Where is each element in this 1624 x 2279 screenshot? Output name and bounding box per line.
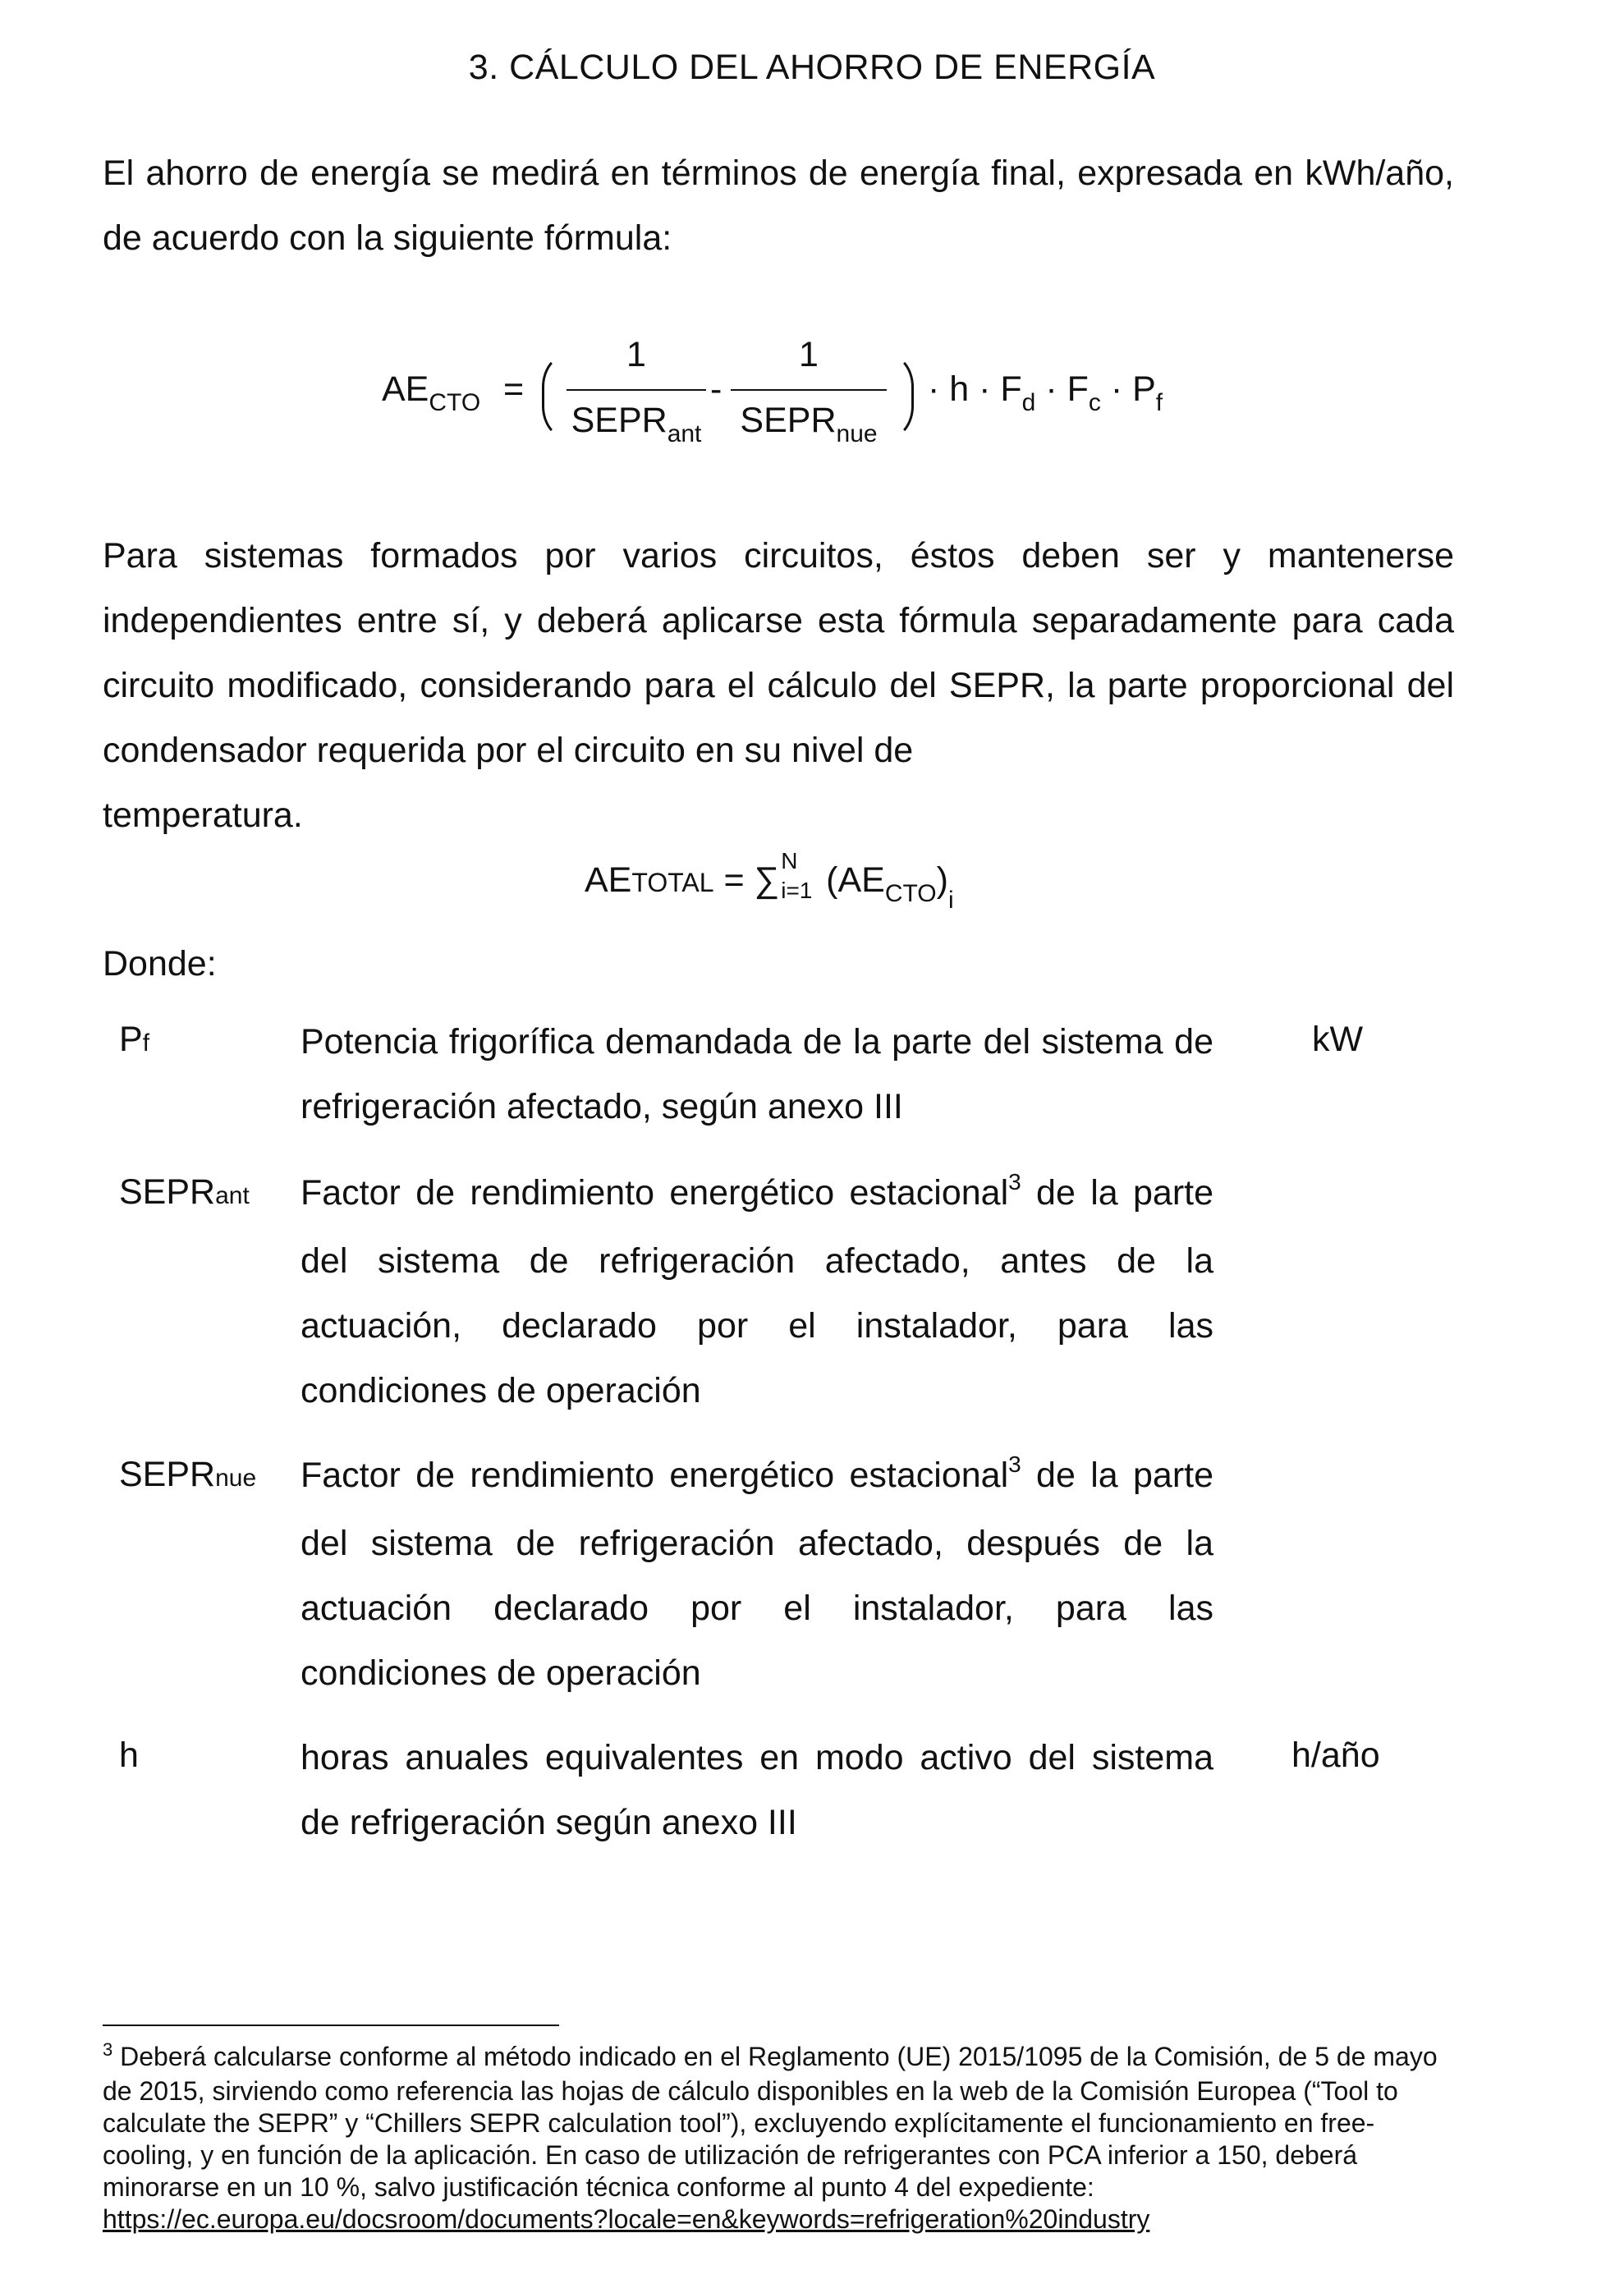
fraction1-line (567, 389, 706, 391)
fraction1-numerator: 1 (626, 335, 646, 374)
definition-desc-sepr-nue: Factor de rendimiento energético estacional$^3$ de la parte del sistema de refrigeración afectado, después de la actuación declarado por el instalador, para las condiciones de operación (300, 1451, 1213, 1693)
circuits-paragraph (103, 524, 1454, 848)
formula-total: AETOTAL = ∑ N i=1 $(AE_{CTO})_i$ (585, 847, 954, 914)
definition-symbol-sepr-nue: SEPRnue (119, 1455, 257, 1494)
definition-symbol-h: h (119, 1736, 139, 1775)
donde-label: Donde: (103, 944, 217, 984)
definition-symbol-sepr-ant: SEPRant (119, 1172, 250, 1212)
footnote-text: Deberá calcularse conforme al método indicado en el Reglamento (UE) 2015/1095 de la Comisión, de 5 de mayo de 2015, sirviendo como referencia las hojas de cálculo disponibles en la web de la Comisión Europea (“Tool to calculate the SEPR” y “Chillers SEPR calculation tool”), excluyendo explícitamente el funcionamiento en free-cooling, y en función de la aplicación. En caso de utilización de refrigerantes con PCA inferior a 150, deberá minorarse en un 10 %, salvo justificación técnica conforme al punto 4 del expediente: (103, 2042, 1438, 2202)
circuits-text: Para sistemas formados por varios circuitos, éstos deben ser y mantenerse independientes entre sí, y deberá aplicarse esta fórmula separadamente para cada circuito modificado, considerando para el cálculo del SEPR, la parte proporcional del condensador requerida por el circuito en su nivel de (103, 536, 1454, 770)
right-paren (887, 353, 914, 440)
definition-unit-pf: kW (1312, 1020, 1364, 1059)
fraction1-denominator: $SEPR_{ant}$ (571, 401, 702, 447)
definition-desc-pf: Potencia frigorífica demandada de la parte del sistema de refrigeración afectado, según anexo III (300, 1022, 1213, 1126)
fraction2-line (731, 389, 887, 391)
footnote-link[interactable]: https://ec.europa.eu/docsroom/documents?locale=en&keywords=refrigeration%20industry (103, 2204, 1150, 2234)
circuits-text-last: temperatura. (103, 796, 303, 835)
footnote (103, 2041, 1449, 2235)
intro-text: El ahorro de energía se medirá en términos de energía final, expresada en kWh/año, de acuerdo con la siguiente fórmula: (103, 154, 1454, 258)
definition-desc-h: horas anuales equivalentes en modo activo del sistema de refrigeración según anexo III (300, 1738, 1213, 1842)
formula-equals: = (503, 369, 525, 409)
left-paren (542, 353, 569, 440)
formula-lhs: $AE_{CTO}$ (382, 369, 481, 416)
intro-paragraph (103, 141, 1454, 271)
footnote-mark: 3 (103, 2039, 113, 2060)
footnote-separator (103, 2025, 559, 2026)
definition-symbol-pf: Pf (119, 1020, 150, 1059)
formula-minus: - (710, 369, 723, 409)
definition-unit-h: h/año (1291, 1736, 1380, 1775)
section-heading: 3. CÁLCULO DEL AHORRO DE ENERGÍA (468, 48, 1156, 87)
formula-tail: · $h \cdot F_d \cdot F_c \cdot P_f$ (928, 369, 1163, 416)
fraction2-numerator: 1 (799, 335, 819, 374)
fraction2-denominator: $SEPR_{nue}$ (740, 401, 878, 447)
definition-desc-sepr-ant: Factor de rendimiento energético estacional$^3$ de la parte del sistema de refrigeración afectado, antes de la actuación, declarado por el instalador, para las condiciones de operación (300, 1169, 1213, 1410)
